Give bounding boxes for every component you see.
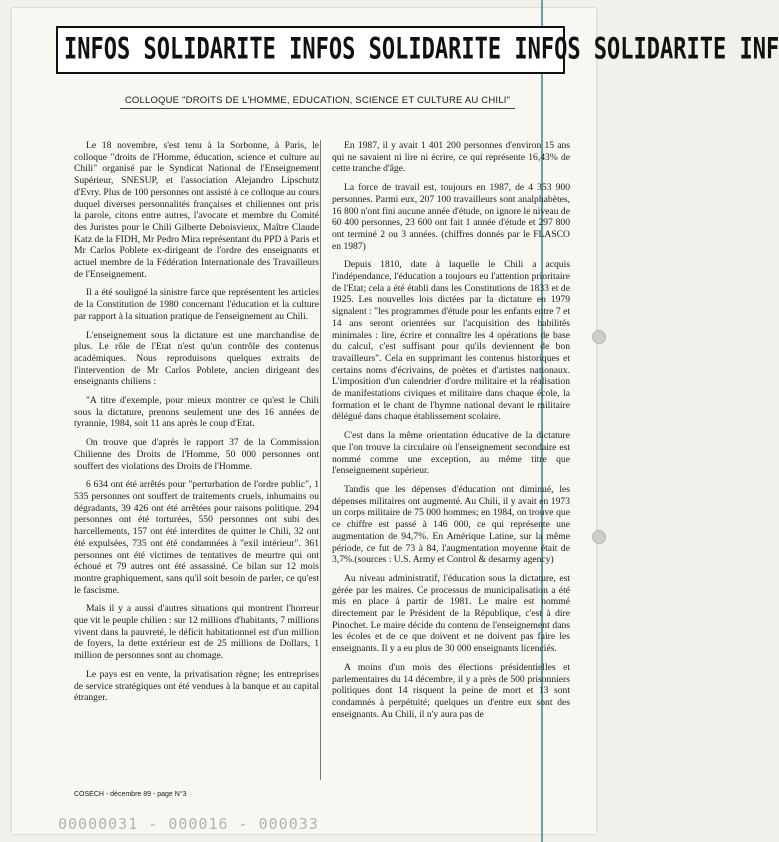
page-footer: COSECH - décembre 89 - page N°3 <box>74 791 187 798</box>
paragraph: On trouve que d'après le rapport 37 de la Commission Chilienne des Droits de l'Homme, 50 000 personnes ont souffert des violations des Droits de l'Homme. <box>74 437 319 472</box>
paragraph: Mais il y a aussi d'autres situations qui montrent l'horreur que vit le peuple chilien : sur 12 millions d'habitants, 7 millions vivent dans la pauvreté, le déficit habitationnel est d'un million de foyers, la dette extérieur est de 25 millions de Dollars, 1 million de personnes sont au chomage. <box>74 603 319 662</box>
paragraph: La force de travail est, toujours en 1987, de 4 353 900 personnes. Parmi eux, 207 100 travailleurs sont analphabètes, 16 800 n'ont fini aucune année d'étude, on ignore le niveau de 60 400 personnes, 23 600 ont fait 1 année d'étude et 297 800 ont terminé 2 ou 3 années. (chiffres donnés par le FLASCO en 1987) <box>332 182 570 252</box>
paragraph: Au niveau administratif, l'éducation sous la dictature, est gérée par les maires. Ce processus de municipalisation a été mis en place à partir de 1981. Le maire est nommé directement par le Président de la République, c'est à dire Pinochet. Le maire décide du contenu de l'enseignement dans les écoles et de ce que doivent et ne doivent pas faire les enseignants. Il y a eu plus de 30 000 enseignants licenciés. <box>332 572 570 655</box>
paragraph: Depuis 1810, date à laquelle le Chili a acquis l'indépendance, l'éducation a toujours eu l'attention prioritaire de l'Etat; cela a été établi dans les Constitutions de 1833 et de 1925. Les nouvelles lois dictées par la dictature en 1979 signalent : "les programmes d'étude pour les enfants entre 7 et 14 ans seront orientées sur l'acquisition des habilités minimales : lire, écrire et connaître les 4 opérations de base du calcul, c'est suffisant pour qu'ils deviennent de bon travailleurs". Cela en supprimant les contenus historiques et certains noms d'écrivains, de poètes et d'artistes nationaux. L'imposition d'un calendrier d'ordre militaire et la réalisation de manifestations civiques et militaire dans chaque école, la formation et le chant de l'hymne national devant le militaire délégué dans chaque établissement scolaire. <box>332 259 570 423</box>
paragraph: Le pays est en vente, la privatisation règne; les entreprises de service stratégiques ont été vendues à la banque et au capital étranger. <box>74 668 319 704</box>
paragraph: "A titre d'exemple, pour mieux montrer ce qu'est le Chili sous la dictature, prenons seulement une des 16 années de tyrannie, 1984, soit 11 ans après le coup d'Etat. <box>74 395 319 430</box>
paragraph: En 1987, il y avait 1 401 200 personnes d'environ 15 ans qui ne savaient ni lire ni écrire, ce qui représente 16,43% de cette tranche d'âge. <box>332 140 570 175</box>
header-banner <box>56 26 779 74</box>
paragraph: Le 18 novembre, s'est tenu à la Sorbonne, à Paris, le colloque "droits de l'Homme, éducation, science et culture au Chili" organisé par le Syndicat National de l'Enseignement Supérieur, SNESUP, et l'association Alejandro Lipschutz d'Evry. Plus de 100 personnes ont assisté à ce colloque au cours duquel diverses personnalités françaises et chiliennes ont pris la parole, citons entre autres, l'avocate et membre du Comité des Juristes pour le Chili Gilberte Deboisvieux, Maître Claude Katz de la FIDH, Mr Pedro Mira représentant du PPD à Paris et Mr Carlos Poblete ex-dirigeant de l'ordre des enseignants et actuel membre de la Fédération Internationale des Travailleurs de l'Enseignement. <box>74 140 319 280</box>
paragraph: Il a été souligné la sinistre farce que représentent les articles de la Constitution de 1980 concernant l'éducation et la culture par rapport à la situation pratique de l'enseignement au Chili. <box>74 287 319 322</box>
left-column <box>74 140 319 711</box>
paragraph: C'est dans la même orientation éducative de la dictature que l'on trouve la circulaire où l'enseignement secondaire est nommé comme une exception, au même titre que l'enseignement supérieur. <box>332 430 570 477</box>
column-divider <box>320 140 321 780</box>
right-column <box>332 140 570 727</box>
article-title: COLLOQUE "DROITS DE L'HOMME, EDUCATION, SCIENCE ET CULTURE AU CHILI" <box>120 95 515 109</box>
archive-stamp: 00000031 - 000016 - 000033 <box>58 815 319 833</box>
paragraph: Tandis que les dépenses d'éducation ont diminué, les dépenses militaires ont augmenté. Au Chili, il y avait en 1973 un corps militaire de 75 000 hommes; en 1984, on trouve que ce chiffre est passé à 146 000, ce qui représente une augmentation de 94,7%. En Amérique Latine, sur la même période, ce fut de 73 à 84, l'augmentation moyenne était de 3,7%.(sources : U.S. Army et Control & desarmy agency) <box>332 483 570 566</box>
banner-text: INFOS SOLIDARITE INFOS SOLIDARITE INFOS SOLIDARITE INF <box>64 33 779 67</box>
paragraph: A moins d'un mois des élections présidentielles et parlementaires du 14 décembre, il y a près de 500 prisonniers politiques dont 14 risquent la peine de mort et 13 sont condamnés à perpétuité; quelques un d'entre eux sont des enseignants. Au Chili, il n'y aura pas de <box>332 661 570 720</box>
paragraph: L'enseignement sous la dictature est une marchandise de plus. Le rôle de l'Etat n'est qu'un contrôle des contenus académiques. Nous reproduisons quelques extraits de l'intervention de Mr Carlos Poblete, ancien dirigeant des enseignants chiliens : <box>74 329 319 388</box>
punch-hole <box>592 330 606 344</box>
punch-hole <box>592 530 606 544</box>
paragraph: 6 634 ont été arrêtés pour "perturbation de l'ordre public", 1 535 personnes ont souffert de traitements cruels, inhumains ou dégradants, 39 426 ont été arrêtées pour raisons politique. 294 personnes ont été torturées, 550 personnes ont subi des harcellements, 157 ont été interdites de quitter le Chili, 32 ont été expulsées, 735 ont été condamnées à "exil intérieur". 361 personnes ont été victimes de tentatives de meurtre qui ont échoué et 79 autres ont été assassiné. Ce bilan sur 12 mois montre graphiquement, sans qu'il soit besoin de parler, ce qu'est le fascisme. <box>74 479 319 596</box>
